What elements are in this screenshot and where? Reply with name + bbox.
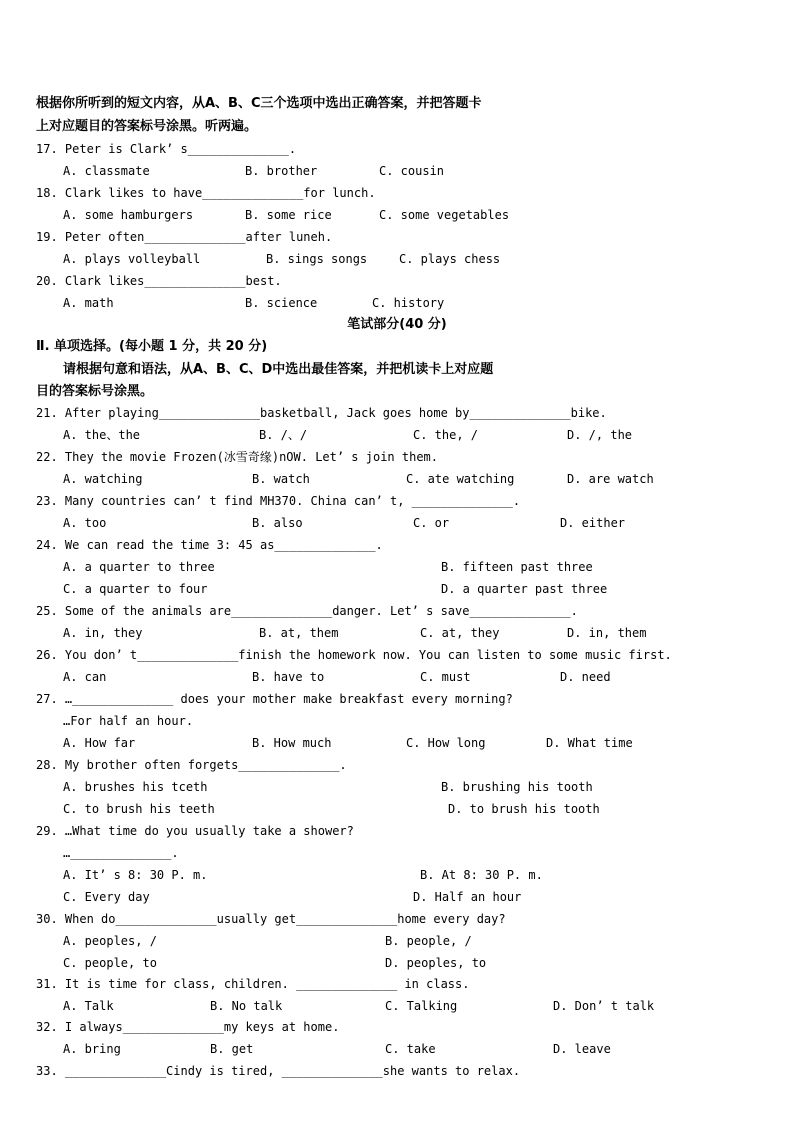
question-17-stem: 17. Peter is Clark’ s______________. [36,142,297,156]
section-2-instruction-line-2: 目的答案标号涂黑。 [36,384,154,399]
question-28-option-a: A. brushes his tceth [63,780,208,794]
question-25-option-c: C. at, they [420,626,500,640]
question-22-option-a: A. watching [63,472,143,486]
question-27-reply: …For half an hour. [63,714,194,728]
question-24-option-d: D. a quarter past three [441,582,608,596]
section-2-title: Ⅱ. 单项选择。(每小题 1 分，共 20 分) [36,339,268,354]
question-18-option-c: C. some vegetables [379,208,510,222]
question-20-option-b: B. science [245,296,318,310]
question-19-option-a: A. plays volleyball [63,252,201,266]
question-32-option-a: A. bring [63,1042,121,1056]
question-23-option-c: C. or [413,516,450,530]
question-26-option-a: A. can [63,670,107,684]
question-28-option-c: C. to brush his teeth [63,802,215,816]
question-23-option-d: D. either [560,516,626,530]
question-29-reply: …______________. [63,846,179,860]
question-25-stem: 25. Some of the animals are______________danger. Let’ s save______________. [36,604,578,618]
written-part-heading: 笔试部分(40 分) [347,317,447,332]
question-26-option-d: D. need [560,670,611,684]
question-25-option-a: A. in, they [63,626,143,640]
question-27-option-a: A. How far [63,736,136,750]
question-19-option-c: C. plays chess [399,252,501,266]
question-24-option-a: A. a quarter to three [63,560,215,574]
question-17-option-a: A. classmate [63,164,150,178]
question-31-option-b: B. No talk [210,999,283,1013]
question-32-option-d: D. leave [553,1042,611,1056]
question-24-stem: 24. We can read the time 3: 45 as______________. [36,538,383,552]
question-32-option-c: C. take [385,1042,436,1056]
question-25-option-b: B. at, them [259,626,339,640]
question-26-stem: 26. You don’ t______________finish the homework now. You can listen to some music first. [36,648,672,662]
question-24-option-c: C. a quarter to four [63,582,208,596]
question-23-option-b: B. also [252,516,303,530]
question-27-option-b: B. How much [252,736,332,750]
question-18-option-b: B. some rice [245,208,332,222]
question-29-option-b: B. At 8: 30 P. m. [420,868,543,882]
question-28-option-d: D. to brush his tooth [448,802,600,816]
question-33-stem: 33. ______________Cindy is tired, ______________she wants to relax. [36,1064,521,1078]
question-31-option-d: D. Don’ t talk [553,999,655,1013]
question-30-option-d: D. peoples, to [385,956,487,970]
question-26-option-c: C. must [420,670,471,684]
question-21-option-a: A. the、the [63,428,141,442]
question-17-option-b: B. brother [245,164,318,178]
question-19-stem: 19. Peter often______________after luneh. [36,230,333,244]
question-31-option-c: C. Talking [385,999,458,1013]
question-27-stem: 27. …______________ does your mother make breakfast every morning? [36,692,513,706]
question-20-stem: 20. Clark likes______________best. [36,274,282,288]
question-25-option-d: D. in, them [567,626,647,640]
question-26-option-b: B. have to [252,670,325,684]
question-30-option-a: A. peoples, / [63,934,157,948]
question-27-option-d: D. What time [546,736,633,750]
question-29-stem: 29. …What time do you usually take a shower? [36,824,354,838]
question-19-option-b: B. sings songs [266,252,368,266]
question-21-stem: 21. After playing______________basketball, Jack goes home by______________bike. [36,406,607,420]
question-31-option-a: A. Talk [63,999,114,1013]
question-29-option-c: C. Every day [63,890,150,904]
question-23-option-a: A. too [63,516,107,530]
question-21-option-b: B. /、/ [259,428,308,442]
question-28-stem: 28. My brother often forgets______________. [36,758,347,772]
question-31-stem: 31. It is time for class, children. ______________ in class. [36,977,470,991]
listening-instruction-line-2: 上对应题目的答案标号涂黑。听两遍。 [36,119,258,134]
question-17-option-c: C. cousin [379,164,445,178]
question-22-option-c: C. ate watching [406,472,515,486]
question-20-option-c: C. history [372,296,445,310]
question-22-option-d: D. are watch [567,472,654,486]
question-21-option-c: C. the, / [413,428,479,442]
question-29-option-a: A. It’ s 8: 30 P. m. [63,868,208,882]
question-23-stem: 23. Many countries can’ t find MH370. China can’ t, ______________. [36,494,521,508]
question-32-stem: 32. I always______________my keys at home. [36,1020,340,1034]
question-24-option-b: B. fifteen past three [441,560,593,574]
question-22-stem: 22. They the movie Frozen(冰雪奇缘)nOW. Let’ s join them. [36,450,439,464]
question-30-stem: 30. When do______________usually get______________home every day? [36,912,506,926]
question-32-option-b: B. get [210,1042,254,1056]
question-30-option-b: B. people, / [385,934,472,948]
question-18-stem: 18. Clark likes to have______________for lunch. [36,186,376,200]
listening-instruction-line-1: 根据你所听到的短文内容，从A、B、C三个选项中选出正确答案，并把答题卡 [36,96,482,111]
section-2-instruction-line-1: 请根据句意和语法，从A、B、C、D中选出最佳答案，并把机读卡上对应题 [63,362,494,377]
question-30-option-c: C. people, to [63,956,157,970]
question-21-option-d: D. /, the [567,428,633,442]
question-22-option-b: B. watch [252,472,310,486]
question-28-option-b: B. brushing his tooth [441,780,593,794]
question-18-option-a: A. some hamburgers [63,208,194,222]
question-27-option-c: C. How long [406,736,486,750]
question-20-option-a: A. math [63,296,114,310]
question-29-option-d: D. Half an hour [413,890,522,904]
